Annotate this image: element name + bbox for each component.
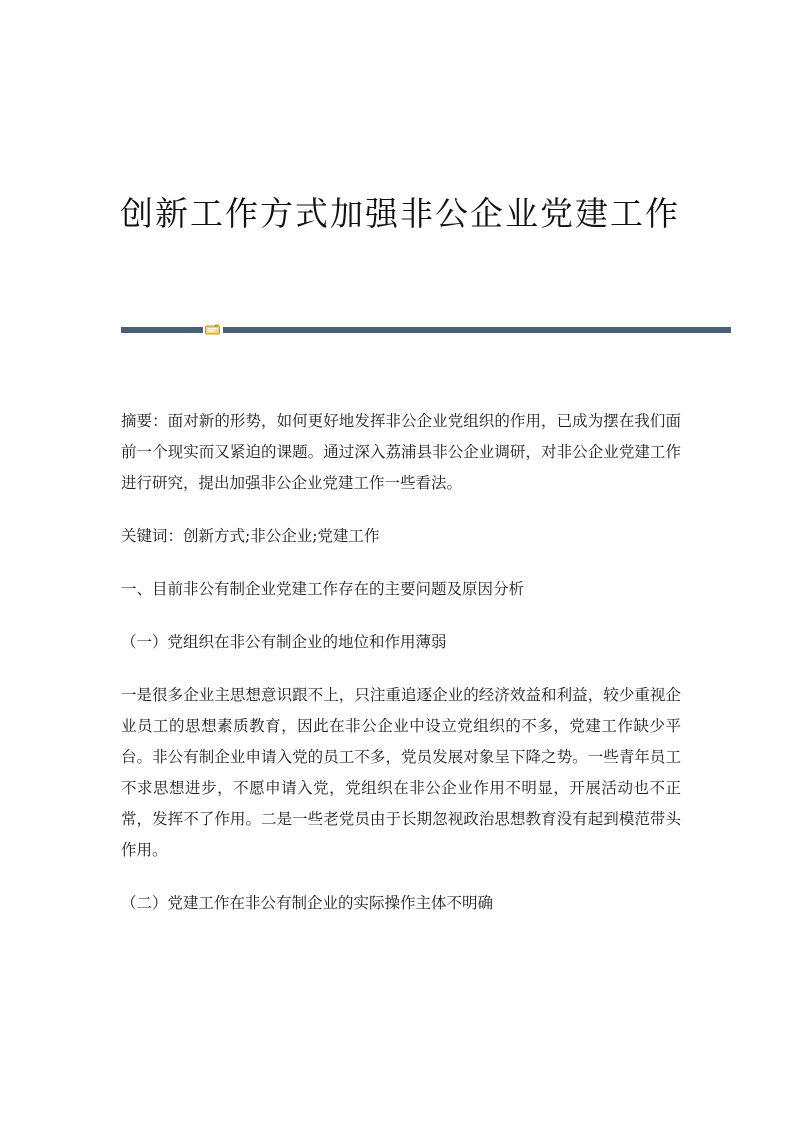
- subsection-2-heading: （二）党建工作在非公有制企业的实际操作主体不明确: [121, 894, 494, 912]
- abstract-paragraph: 摘要：面对新的形势，如何更好地发挥非公企业党组织的作用，已成为摆在我们面前一个现实而又紧迫的课题。通过深入荔浦县非公企业调研，对非公企业党建工作进行研究，提出加强非公企业党建工作一些看法。: [121, 412, 681, 492]
- page-title: 创新工作方式加强非公企业党建工作: [120, 194, 680, 233]
- subsection-1-heading: （一）党组织在非公有制企业的地位和作用薄弱: [121, 633, 447, 651]
- document-body: [121, 406, 681, 919]
- pen-icon: [205, 324, 220, 335]
- divider-bar-right: [223, 327, 731, 333]
- section-1-heading: 一、目前非公有制企业党建工作存在的主要问题及原因分析: [121, 580, 525, 598]
- title-divider: [121, 324, 731, 334]
- keywords-line: 关键词：创新方式;非公企业;党建工作: [121, 527, 380, 545]
- divider-bar-left: [121, 327, 203, 333]
- body-paragraph-1: 一是很多企业主思想意识跟不上，只注重追逐企业的经济效益和利益，较少重视企业员工的思想素质教育，因此在非公企业中设立党组织的不多，党建工作缺少平台。非公有制企业申请入党的员工不多，党员发展对象呈下降之势。一些青年员工不求思想进步，不愿申请入党，党组织在非公企业作用不明显，开展活动也不正常，发挥不了作用。二是一些老党员由于长期忽视政治思想教育没有起到模范带头作用。: [121, 686, 681, 859]
